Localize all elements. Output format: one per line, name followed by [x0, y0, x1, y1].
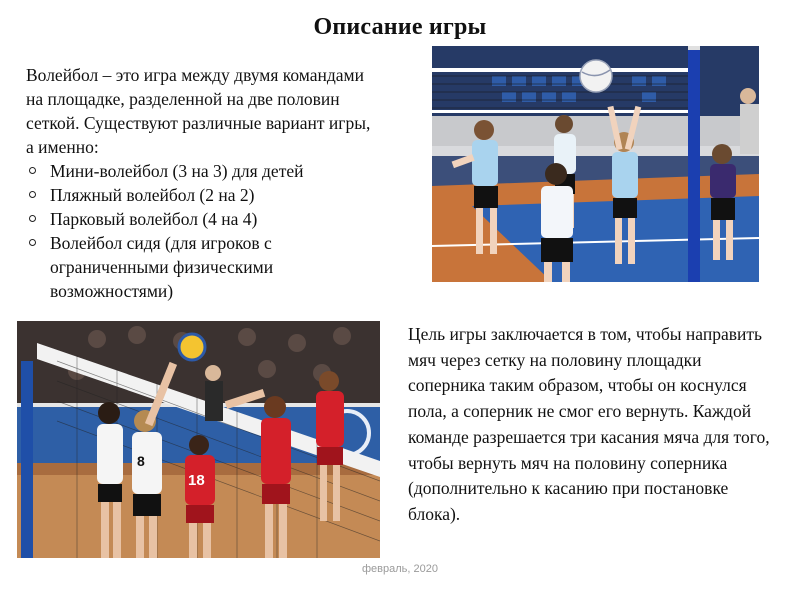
list-item [26, 231, 376, 303]
list-item [26, 207, 376, 231]
list-item [26, 183, 376, 207]
list-item [26, 159, 376, 183]
intro-paragraph: Волейбол – это игра между двумя командами на площадке, разделенной на две половин сеткой. Существуют различные вариант игры, а именно: [26, 65, 371, 157]
bullet-circle-icon [29, 191, 36, 198]
kids-volleyball-photo [432, 46, 759, 282]
jersey-number: 18 [188, 472, 205, 489]
womens-volleyball-photo [17, 321, 380, 558]
variant-label: Мини-волейбол (3 на 3) для детей [50, 161, 304, 181]
slide-title: Описание игры [313, 14, 487, 40]
variant-label: Парковый волейбол (4 на 4) [50, 209, 258, 229]
variant-label: Пляжный волейбол (2 на 2) [50, 185, 255, 205]
variants-list [26, 159, 376, 303]
bullet-circle-icon [29, 239, 36, 246]
intro-block [26, 63, 376, 303]
game-goal-paragraph: Цель игры заключается в том, чтобы направить мяч через сетку на половину площадки соперника таким образом, чтобы он коснулся пола, а соперник не смог его вернуть. Каждой команде разрешается три касания мяча для того, чтобы вернуть мяч на половину соперника (дополнительно к касанию при постановке блока). [408, 324, 770, 524]
footer-date: февраль, 2020 [362, 563, 438, 575]
bullet-circle-icon [29, 167, 36, 174]
variant-label: Волейбол сидя (для игроков с ограниченными физическими возможностями) [50, 233, 274, 301]
jersey-number: 8 [137, 453, 145, 469]
bullet-circle-icon [29, 215, 36, 222]
